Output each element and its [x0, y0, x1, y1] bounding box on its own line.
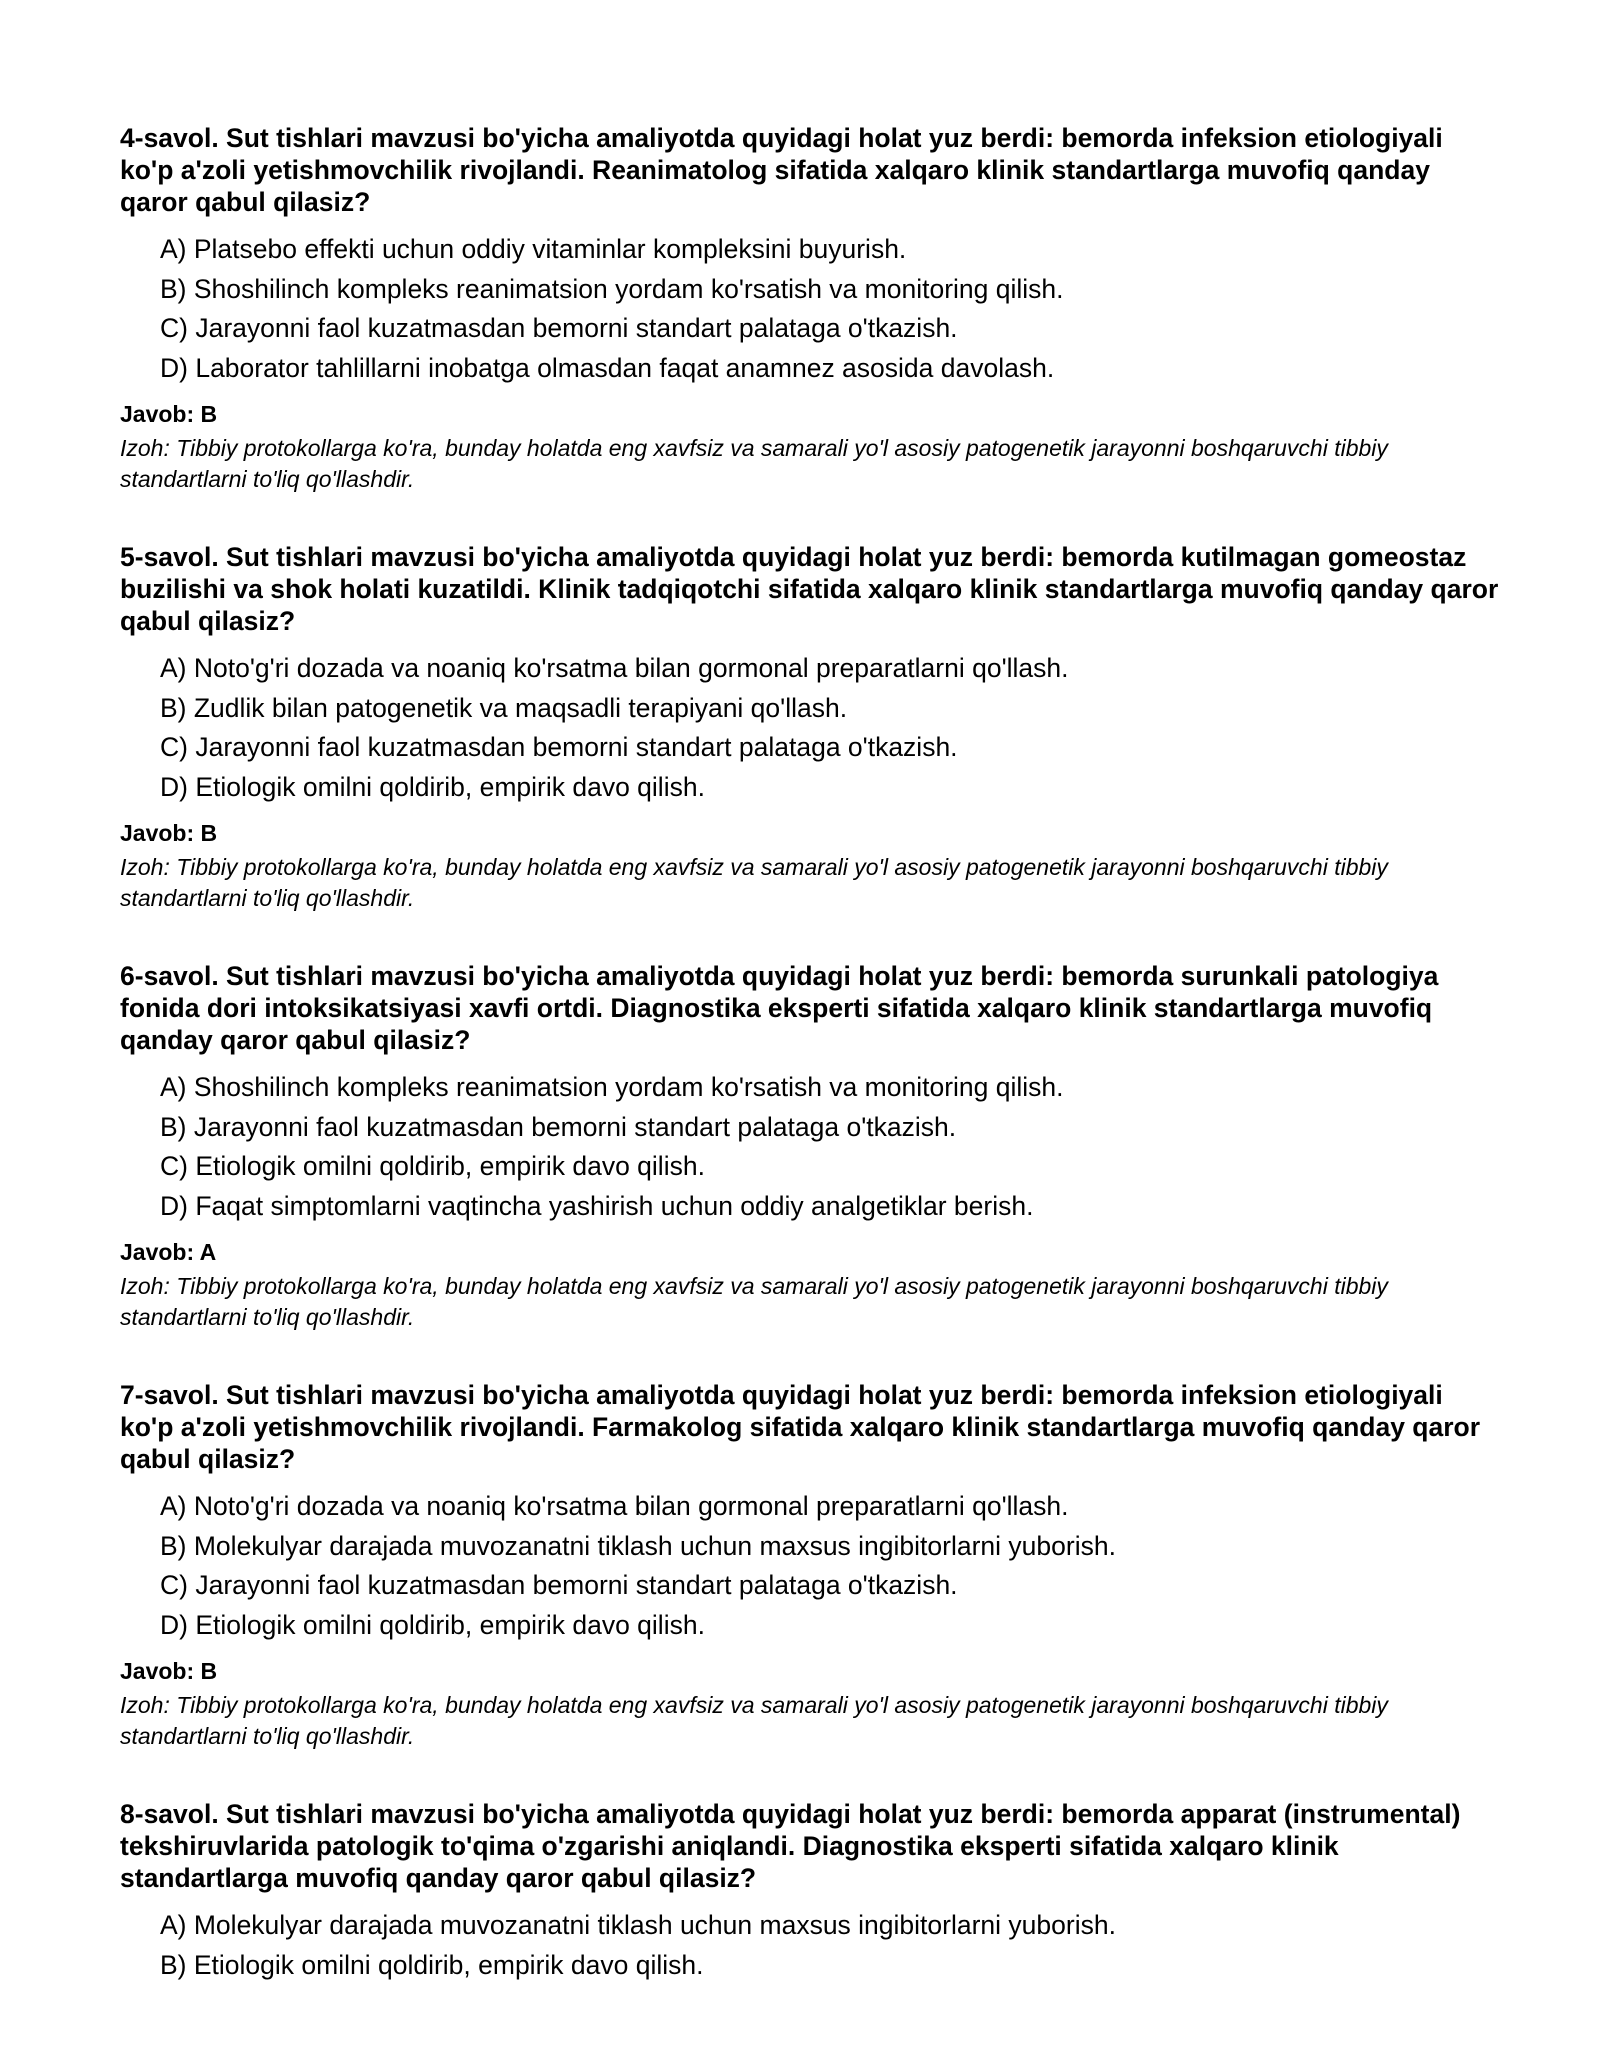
option-c: C) Jarayonni faol kuzatmasdan bemorni standart palataga o'tkazish.: [160, 732, 958, 762]
question-block: [120, 1379, 1500, 1752]
options-list: [120, 230, 1500, 388]
option-b: B) Molekulyar darajada muvozanatni tiklash uchun maxsus ingibitorlarni yuborish.: [160, 1530, 1116, 1561]
question-text: 6-savol. Sut tishlari mavzusi bo'yicha amaliyotda quyidagi holat yuz berdi: bemorda surunkali patologiya fonida dori intoksikatsiyasi xavfi ortdi. Diagnostika eksperti sifatida xalqaro klinik standartlarga muvofiq qanday qaror qabul qilasiz?: [120, 961, 1439, 1055]
answer: Javob: B: [120, 820, 218, 846]
options-list: [120, 649, 1500, 807]
question-text: 5-savol. Sut tishlari mavzusi bo'yicha amaliyotda quyidagi holat yuz berdi: bemorda kutilmagan gomeostaz buzilishi va shok holati kuzatildi. Klinik tadqiqotchi sifatida xalqaro klinik standartlarga muvofiq qanday qaror qabul qilasiz?: [120, 542, 1499, 636]
question-text: 7-savol. Sut tishlari mavzusi bo'yicha amaliyotda quyidagi holat yuz berdi: bemorda infeksion etiologiyali ko'p a'zoli yetishmovchilik rivojlandi. Farmakolog sifatida xalqaro klinik standartlarga muvofiq qanday qaror qabul qilasiz?: [120, 1380, 1481, 1474]
question-text: 4-savol. Sut tishlari mavzusi bo'yicha amaliyotda quyidagi holat yuz berdi: bemorda infeksion etiologiyali ko'p a'zoli yetishmovchilik rivojlandi. Reanimatolog sifatida xalqaro klinik standartlarga muvofiq qanday qaror qabul qilasiz?: [120, 123, 1443, 217]
option-b: B) Jarayonni faol kuzatmasdan bemorni standart palataga o'tkazish.: [160, 1111, 957, 1142]
option-b: B) Shoshilinch kompleks reanimatsion yordam ko'rsatish va monitoring qilish.: [160, 273, 1064, 304]
question-block: [120, 1798, 1500, 1985]
answer: Javob: B: [120, 1658, 218, 1684]
option-d: D) Etiologik omilni qoldirib, empirik davo qilish.: [160, 771, 705, 802]
option-d: D) Faqat simptomlarni vaqtincha yashirish uchun oddiy analgetiklar berish.: [160, 1190, 1034, 1221]
question-block: [120, 122, 1500, 495]
option-b: B) Zudlik bilan patogenetik va maqsadli terapiyani qo'llash.: [160, 692, 848, 723]
options-list: [120, 1906, 1500, 1985]
option-c: C) Jarayonni faol kuzatmasdan bemorni standart palataga o'tkazish.: [160, 1570, 958, 1600]
option-b: B) Etiologik omilni qoldirib, empirik davo qilish.: [160, 1949, 704, 1980]
answer: Javob: A: [120, 1239, 217, 1265]
option-a: A) Noto'g'ri dozada va noaniq ko'rsatma bilan gormonal preparatlarni qo'llash.: [160, 653, 1069, 683]
option-c: C) Jarayonni faol kuzatmasdan bemorni standart palataga o'tkazish.: [160, 313, 958, 343]
question-block: [120, 960, 1500, 1333]
question-block: [120, 541, 1500, 914]
explanation: Izoh: Tibbiy protokollarga ko'ra, bunday holatda eng xavfsiz va samarali yo'l asosiy patogenetik jarayonni boshqaruvchi tibbiy standartlarni to'liq qo'llashdir.: [120, 854, 1388, 911]
option-c: C) Etiologik omilni qoldirib, empirik davo qilish.: [160, 1151, 705, 1181]
option-a: A) Molekulyar darajada muvozanatni tiklash uchun maxsus ingibitorlarni yuborish.: [160, 1910, 1116, 1940]
option-d: D) Etiologik omilni qoldirib, empirik davo qilish.: [160, 1609, 705, 1640]
option-a: A) Platsebo effekti uchun oddiy vitaminlar kompleksini buyurish.: [160, 234, 907, 264]
explanation: Izoh: Tibbiy protokollarga ko'ra, bunday holatda eng xavfsiz va samarali yo'l asosiy patogenetik jarayonni boshqaruvchi tibbiy standartlarni to'liq qo'llashdir.: [120, 1692, 1388, 1749]
explanation: Izoh: Tibbiy protokollarga ko'ra, bunday holatda eng xavfsiz va samarali yo'l asosiy patogenetik jarayonni boshqaruvchi tibbiy standartlarni to'liq qo'llashdir.: [120, 435, 1388, 492]
option-a: A) Shoshilinch kompleks reanimatsion yordam ko'rsatish va monitoring qilish.: [160, 1072, 1064, 1102]
question-text: 8-savol. Sut tishlari mavzusi bo'yicha amaliyotda quyidagi holat yuz berdi: bemorda apparat (instrumental) tekshiruvlarida patologik to'qima o'zgarishi aniqlandi. Diagnostika eksperti sifatida xalqaro klinik standartlarga muvofiq qanday qaror qabul qilasiz?: [120, 1799, 1461, 1893]
document-page: [120, 122, 1500, 2031]
option-d: D) Laborator tahlillarni inobatga olmasdan faqat anamnez asosida davolash.: [160, 352, 1055, 383]
option-a: A) Noto'g'ri dozada va noaniq ko'rsatma bilan gormonal preparatlarni qo'llash.: [160, 1491, 1069, 1521]
options-list: [120, 1068, 1500, 1226]
explanation: Izoh: Tibbiy protokollarga ko'ra, bunday holatda eng xavfsiz va samarali yo'l asosiy patogenetik jarayonni boshqaruvchi tibbiy standartlarni to'liq qo'llashdir.: [120, 1273, 1388, 1330]
answer: Javob: B: [120, 401, 218, 427]
options-list: [120, 1487, 1500, 1645]
